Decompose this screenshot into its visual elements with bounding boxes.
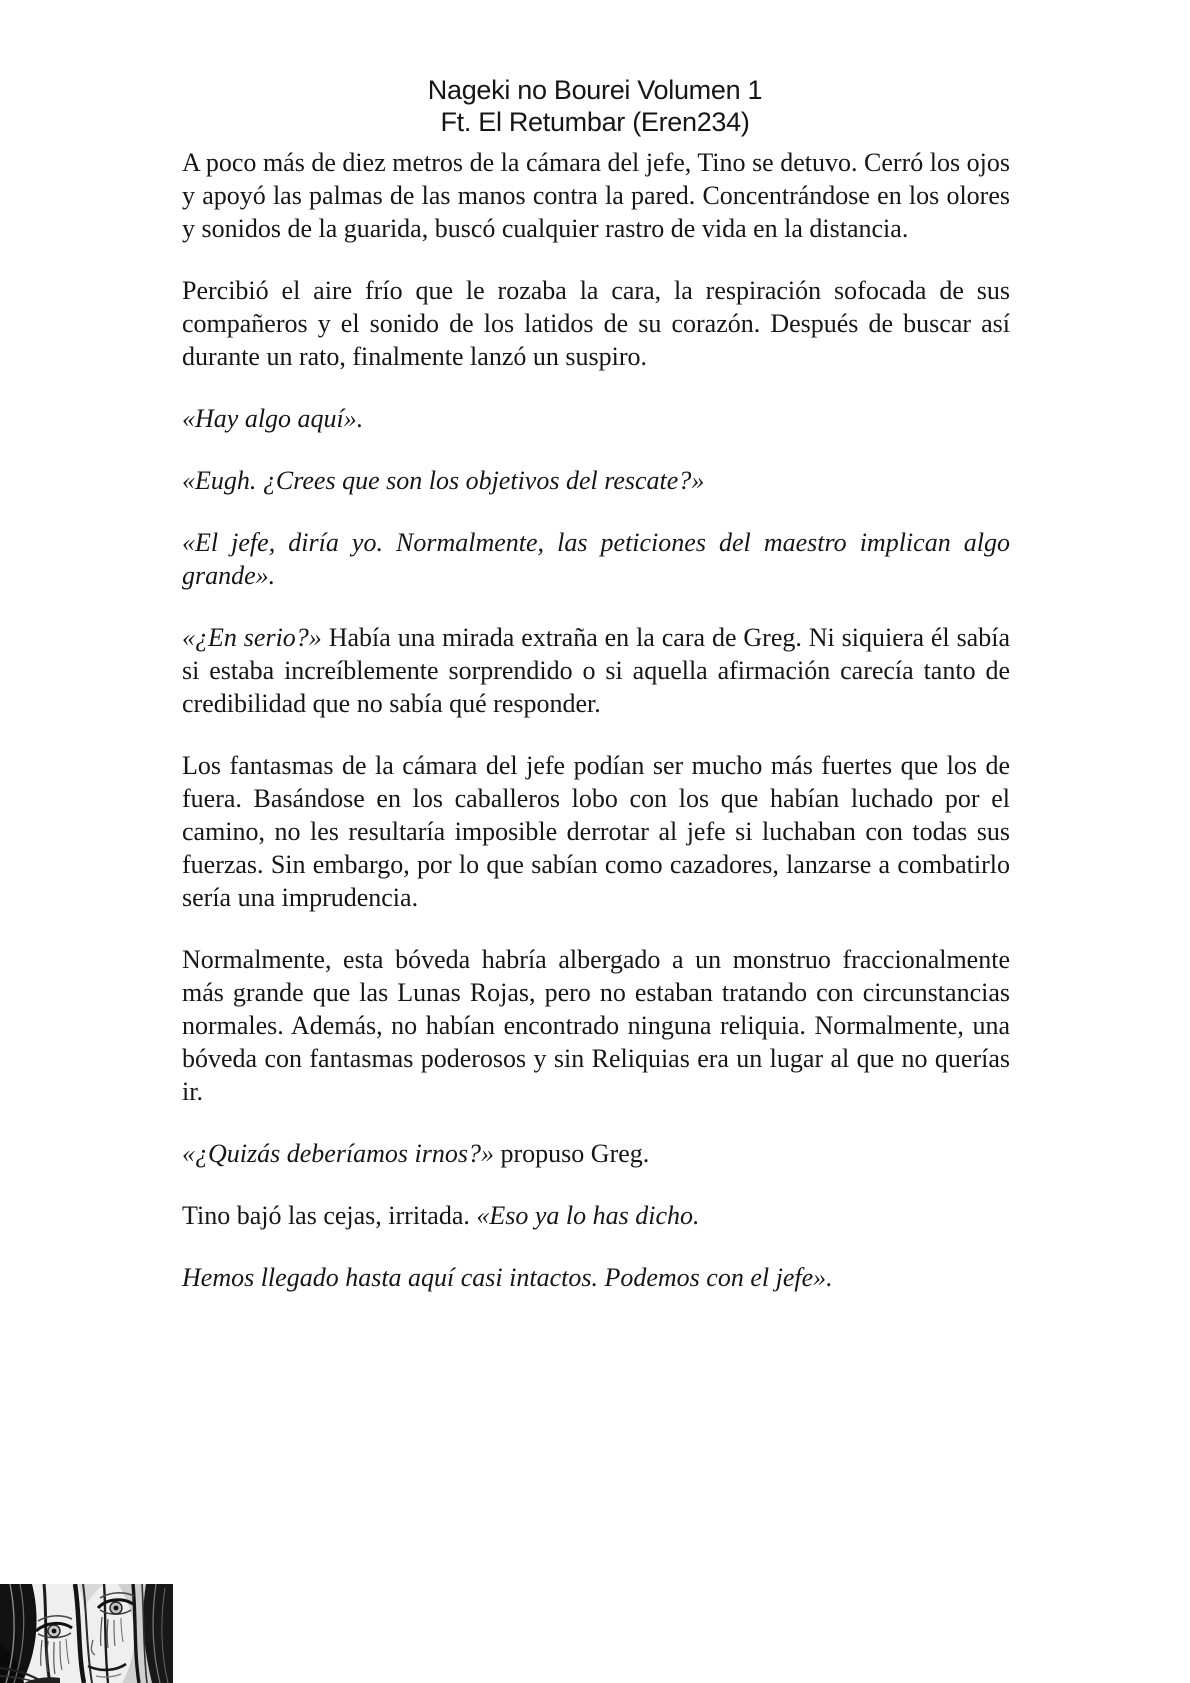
paragraph bbox=[182, 464, 1010, 497]
paragraph bbox=[182, 274, 1010, 373]
document-body bbox=[182, 146, 1010, 1323]
text-run-italic: «Eugh. ¿Crees que son los objetivos del rescate?» bbox=[182, 466, 705, 495]
text-run-italic: Hemos llegado hasta aquí casi intactos. Podemos con el jefe». bbox=[182, 1263, 833, 1292]
paragraph bbox=[182, 943, 1010, 1108]
text-run-italic: «¿En serio?» bbox=[182, 623, 329, 652]
text-run-roman: Normalmente, esta bóveda habría albergado a un monstruo fraccionalmente más grande que las Lunas Rojas, pero no estaban tratando con circunstancias normales. Además, no habían encontrado ninguna reliquia. Normalmente, una bóveda con fantasmas poderosos y sin Reliquias era un lugar al que no querías ir. bbox=[182, 945, 1010, 1106]
text-run-italic: «El jefe, diría yo. Normalmente, las peticiones del maestro implican algo grande». bbox=[182, 528, 1010, 590]
paragraph bbox=[182, 1137, 1010, 1170]
page-title: Nageki no Bourei Volumen 1 bbox=[427, 75, 763, 105]
paragraph bbox=[182, 526, 1010, 592]
text-run-italic: «Hay algo aquí». bbox=[182, 404, 364, 433]
paragraph bbox=[182, 749, 1010, 914]
page-subtitle: Ft. El Retumbar (Eren234) bbox=[440, 107, 750, 137]
manga-face-illustration bbox=[0, 1584, 173, 1683]
text-run-roman: Los fantasmas de la cámara del jefe podían ser mucho más fuertes que los de fuera. Basándose en los caballeros lobo con los que habían luchado por el camino, no les resultaría imposible derrotar al jefe si luchaban con todas sus fuerzas. Sin embargo, por lo que sabían como cazadores, lanzarse a combatirlo sería una imprudencia. bbox=[182, 751, 1010, 912]
paragraph bbox=[182, 402, 1010, 435]
document-header bbox=[0, 74, 1190, 138]
manga-face-image bbox=[0, 1584, 173, 1683]
text-run-roman: Tino bajó las cejas, irritada. bbox=[182, 1201, 477, 1230]
paragraph bbox=[182, 1199, 1010, 1232]
text-run-roman: Percibió el aire frío que le rozaba la cara, la respiración sofocada de sus compañeros y el sonido de los latidos de su corazón. Después de buscar así durante un rato, finalmente lanzó un suspiro. bbox=[182, 276, 1010, 371]
paragraph bbox=[182, 621, 1010, 720]
text-run-roman: Había una mirada extraña en la cara de Greg. Ni siquiera él sabía si estaba increíblemente sorprendido o si aquella afirmación carecía tanto de credibilidad que no sabía qué responder. bbox=[182, 623, 1010, 718]
text-run-roman: propuso Greg. bbox=[500, 1139, 650, 1168]
text-run-italic: «¿Quizás deberíamos irnos?» bbox=[182, 1139, 501, 1168]
paragraph bbox=[182, 1261, 1010, 1294]
text-run-roman: A poco más de diez metros de la cámara del jefe, Tino se detuvo. Cerró los ojos y apoyó las palmas de las manos contra la pared. Concentrándose en los olores y sonidos de la guarida, buscó cualquier rastro de vida en la distancia. bbox=[182, 148, 1010, 243]
text-run-italic: «Eso ya lo has dicho. bbox=[476, 1201, 700, 1230]
paragraph bbox=[182, 146, 1010, 245]
